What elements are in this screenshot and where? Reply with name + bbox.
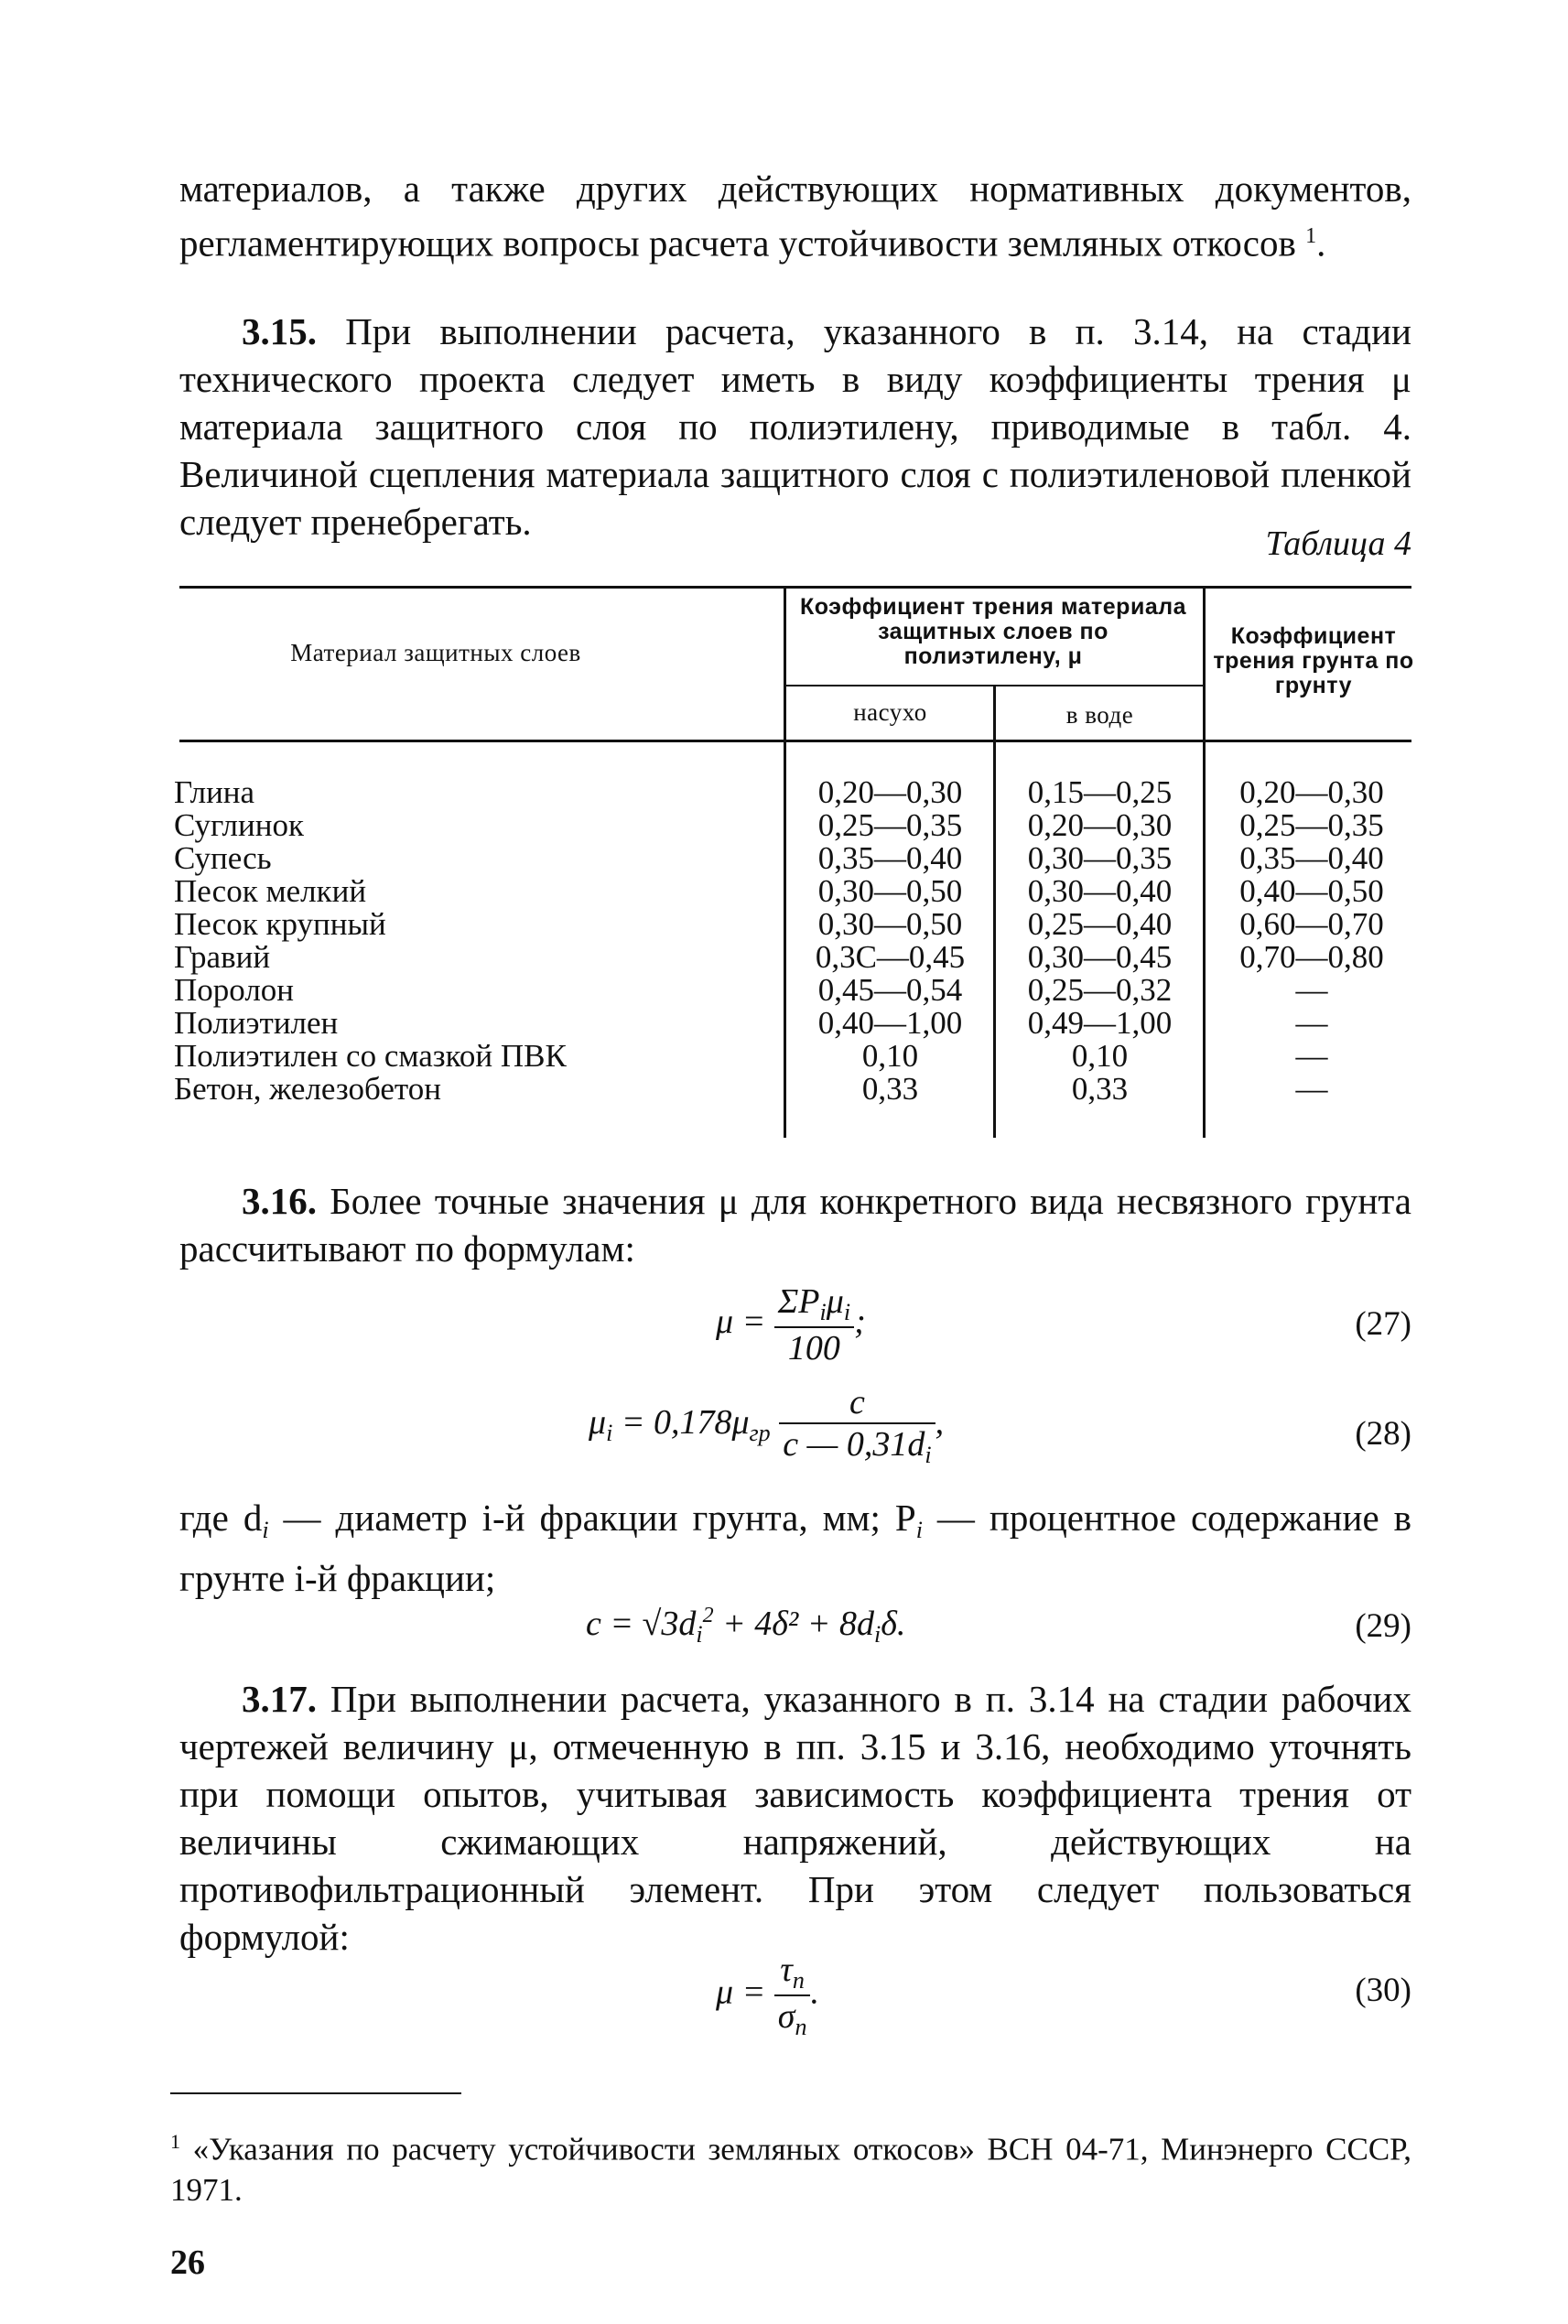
fraction [774,1281,854,1368]
column-dry [787,776,993,1106]
section-text: При выполнении расчета, указанного в п. 3.14 на стадии рабочих чертежей величину μ, отмеченную в пп. 3.15 и 3.16, необходимо уточнять при помощи опытов, учитывая зависимость коэффициента трения от величины сжимающих напряжений, действующих на противофильтрационный элемент. При этом следует пользоваться формулой: [179,1678,1411,1958]
table-cell-soil: 0,70—0,80 [1239,939,1384,975]
table-cell-water: 0,20—0,30 [1027,807,1173,843]
denominator: c — 0,31d [783,1425,925,1464]
table-cell-water: 0,25—0,40 [1027,906,1173,942]
table-cell-water: 0,49—1,00 [1027,1005,1173,1041]
table-vline-2a [993,686,996,740]
table-vline-1 [784,589,786,1138]
column-water [997,776,1203,1106]
table-cell-water: 0,30—0,45 [1027,939,1173,975]
header-soil: Коэффициент трения грунта по грунту [1213,623,1414,698]
footnote-text: «Указания по расчету устойчивости земляных откосов» ВСН 04-71, Минэнерго СССР, 1971. [170,2131,1412,2208]
table-cell-material: Полиэтилен со смазкой ПВК [174,1038,567,1074]
footnote [170,2122,1411,2211]
header-water: в воде [1065,701,1134,729]
table-cell-dry: 0,30—0,50 [817,873,963,909]
denominator: σ [777,1997,795,2036]
section-number: 3.16. [242,1180,317,1222]
table-cell-material: Полиэтилен [174,1005,339,1041]
table-cell-soil: — [1295,1038,1328,1074]
footnote-rule [170,2092,461,2094]
table-cell-dry: 0,35—0,40 [817,840,963,876]
formula-lhs: μ = [716,1973,766,2012]
fraction [779,1382,935,1469]
subscript: i [925,1442,932,1468]
superscript: 2 [702,1604,714,1627]
table-cell-soil: 0,25—0,35 [1239,807,1384,843]
table-cell-water: 0,10 [1071,1038,1129,1074]
table-cell-dry: 0,20—0,30 [817,774,963,810]
table-cell-dry: 0,45—0,54 [817,972,963,1008]
table-cell-soil: 0,35—0,40 [1239,840,1384,876]
table-cell-dry: 0,40—1,00 [817,1005,963,1041]
section-text: Более точные значения μ для конкретного вида несвязного грунта рассчитывают по формулам: [179,1180,1411,1270]
table-caption: Таблица 4 [1265,524,1411,563]
formula-29 [586,1604,905,1648]
subscript: гр [749,1420,771,1447]
header-dry: насухо [853,698,927,726]
equation-number-30: (30) [1355,1972,1411,2009]
formula-tail: , [935,1403,945,1443]
numerator: c [779,1382,935,1424]
table-cell-dry: 0,30—0,50 [817,906,963,942]
header-material: Материал защитных слоев [290,639,581,666]
formula-28 [589,1382,944,1469]
table-cell-water: 0,33 [1071,1071,1129,1107]
table-cell-material: Поролон [174,972,295,1008]
section-3-16 [179,1177,1411,1272]
where-paragraph [179,1494,1411,1602]
table-cell-soil: 0,40—0,50 [1239,873,1384,909]
subscript: i [843,1299,851,1325]
subscript: i [873,1621,881,1648]
table-cell-material: Суглинок [174,807,304,843]
footnote-mark: 1 [170,2130,180,2153]
numerator-mu: μ [826,1282,844,1321]
table-header-rule [179,740,1411,742]
table-cell-dry: 0,25—0,35 [817,807,963,843]
table-cell-material: Супесь [174,840,272,876]
subscript: i [696,1621,703,1648]
equation-number-29: (29) [1355,1607,1411,1645]
where-rest: — диаметр i-й фракции грунта, мм; P [268,1497,916,1539]
header-friction-group: Коэффициент трения материала защитных слоев по полиэтилену, μ [799,594,1187,669]
footnote-ref: 1 [1305,224,1317,248]
table-cell-soil: 0,60—0,70 [1239,906,1384,942]
table-cell-soil: — [1295,1071,1328,1107]
fraction [774,1950,811,2041]
column-soil [1206,776,1417,1106]
equation-number-27: (27) [1355,1305,1411,1343]
table-cell-material: Бетон, железобетон [174,1071,441,1107]
subscript: n [795,2014,807,2040]
table-cell-dry: 0,10 [861,1038,919,1074]
where-text: где d [179,1497,263,1539]
table-cell-material: Песок мелкий [174,873,367,909]
table-vline-2b [993,742,996,1138]
table-cell-soil: 0,20—0,30 [1239,774,1384,810]
section-text: При выполнении расчета, указанного в п. 3.14, на стадии технического проекта следует иметь в виду коэффициенты трения μ материала защитного слоя по полиэтилену, приводимые в табл. 4. Величиной сцепления материала защитного слоя с полиэтиленовой пленкой следует пренебрегать. [179,310,1411,543]
table-cell-soil: — [1295,972,1328,1008]
table-cell-material: Песок крупный [174,906,386,942]
table-cell-dry: 0,33 [861,1071,919,1107]
section-3-15 [179,308,1411,546]
table-vline-3 [1203,589,1206,1138]
table-cell-soil: — [1295,1005,1328,1041]
subscript: i [262,1517,269,1543]
table-cell-water: 0,25—0,32 [1027,972,1173,1008]
formula-mid: = 0,178μ [612,1403,750,1443]
equation-number-28: (28) [1355,1415,1411,1453]
formula-30 [716,1950,819,2041]
column-materials [174,776,778,1106]
formula-tail: ; [854,1303,866,1342]
formula-end: δ. [881,1605,906,1643]
formula-lhs: μ = [716,1303,766,1342]
table-cell-material: Гравий [174,939,271,975]
table-top-rule [179,586,1411,589]
section-number: 3.17. [242,1678,317,1720]
page-number: 26 [170,2243,205,2282]
subscript: п [792,1967,805,1994]
table-cell-water: 0,30—0,40 [1027,873,1173,909]
table-cell-dry: 0,3С—0,45 [815,939,966,975]
denominator: 100 [787,1329,840,1367]
formula-lhs: μ [589,1403,607,1443]
subscript: i [915,1517,923,1543]
section-number: 3.15. [242,310,317,352]
table-cell-water: 0,30—0,35 [1027,840,1173,876]
where-rest2: — процентное содержание в грунте i-й фракции; [179,1497,1411,1599]
table-cell-material: Глина [174,774,255,810]
formula-rest: + 4δ² + 8d [713,1605,874,1643]
intro-text: материалов, а также других действующих нормативных документов, регламентирующих вопросы расчета устойчивости земляных откосов [179,168,1411,265]
table-cell-water: 0,15—0,25 [1027,774,1173,810]
formula-text: c = √3d [586,1605,697,1643]
section-3-17 [179,1675,1411,1961]
formula-tail: . [810,1973,819,2012]
subscript: i [819,1299,827,1325]
numerator: τ [780,1951,793,1989]
intro-paragraph: материалов, а также других действующих нормативных документов, регламентирующих вопросы расчета устойчивости земляных откосов $^1$. [179,168,1411,265]
numerator: ΣP [777,1282,820,1321]
subscript: i [606,1420,613,1447]
formula-27 [716,1281,866,1368]
